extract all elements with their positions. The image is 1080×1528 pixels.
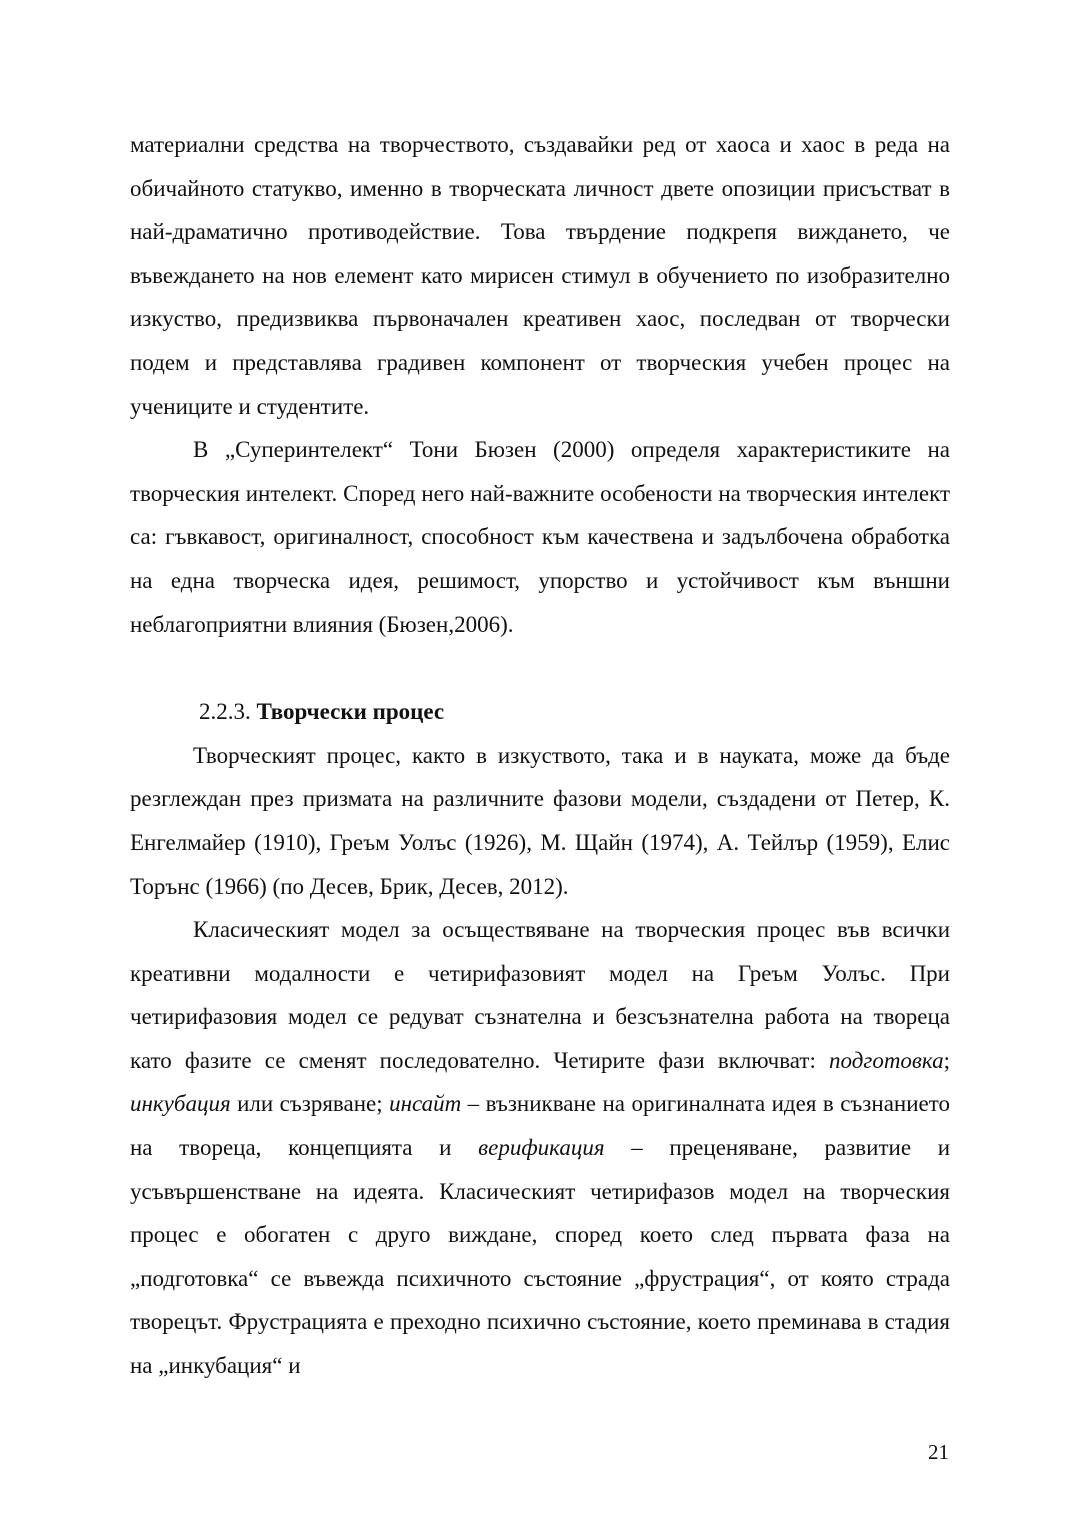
text-run: Класическият модел за осъществяване на творческия процес във всички креативни модалности е четирифазовият модел на Греъм Уолъс. При четирифазовия модел се редуват съзнателна и безсъзнателна работа на твореца като фазите се сменят последователно. Четирите фази включват:	[130, 917, 950, 1073]
paragraph-superintellect: В „Суперинтелект“ Тони Бюзен (2000) определя характеристиките на творческия интелект. Според него най-важните особености на творческия интелект са: гъвкавост, оригиналност, способност към качествена и задълбочена обработка на една творческа идея, решимост, упорство и устойчивост към външни неблагоприятни влияния (Бюзен,2006).	[130, 437, 950, 637]
term-insight: инсайт	[389, 1091, 462, 1117]
term-incubation: инкубация	[130, 1091, 231, 1117]
section-heading	[130, 690, 950, 734]
page-number: 21	[928, 1440, 949, 1464]
term-preparation: подготовка	[829, 1047, 944, 1073]
section-number: 2.2.3.	[199, 699, 251, 725]
page-body	[130, 123, 950, 1388]
paragraph-creative-process: Творческият процес, както в изкуството, така и в науката, може да бъде резглеждан през призмата на различните фазови модели, създадени от Петер, К. Енгелмайер (1910), Греъм Уолъс (1926), М. Щайн (1974), А. Тейлър (1959), Елис Торънс (1966) (по Десев, Брик, Десев, 2012).	[130, 742, 950, 899]
text-run: ;	[943, 1047, 950, 1073]
text-run: или съзряване;	[230, 1091, 390, 1117]
text-run: – преценяване, развитие и усъвършенстване на идеята. Класическият четирифазов модел на творческия процес е обогатен с друго виждане, според което след първата фаза на „подготовка“ се въвежда психичното състояние „фрустрация“, от която страда творецът. Фрустрацията е преходно психично състояние, което преминава в стадия на „инкубация“ и	[130, 1135, 951, 1379]
paragraph-classic-model	[130, 908, 950, 1388]
section-title: Творчески процес	[256, 699, 445, 725]
section-spacer	[130, 646, 950, 690]
paragraph-continuation: материални средства на творчеството, създавайки ред от хаоса и хаос в реда на обичайното статукво, именно в творческата личност двете опозиции присъстват в най-драматично противодействие. Това твърдение подкрепя виждането, че въвеждането на нов елемент като мирисен стимул в обучението по изобразително изкуство, предизвиква първоначален креативен хаос, последван от творчески подем и представлява градивен компонент от творческия учебен процес на учениците и студентите.	[130, 132, 950, 419]
text-run: – възникване на оригиналната идея в съзнанието на твореца, концепцията и	[130, 1091, 950, 1161]
term-verification: верификация	[478, 1135, 605, 1161]
